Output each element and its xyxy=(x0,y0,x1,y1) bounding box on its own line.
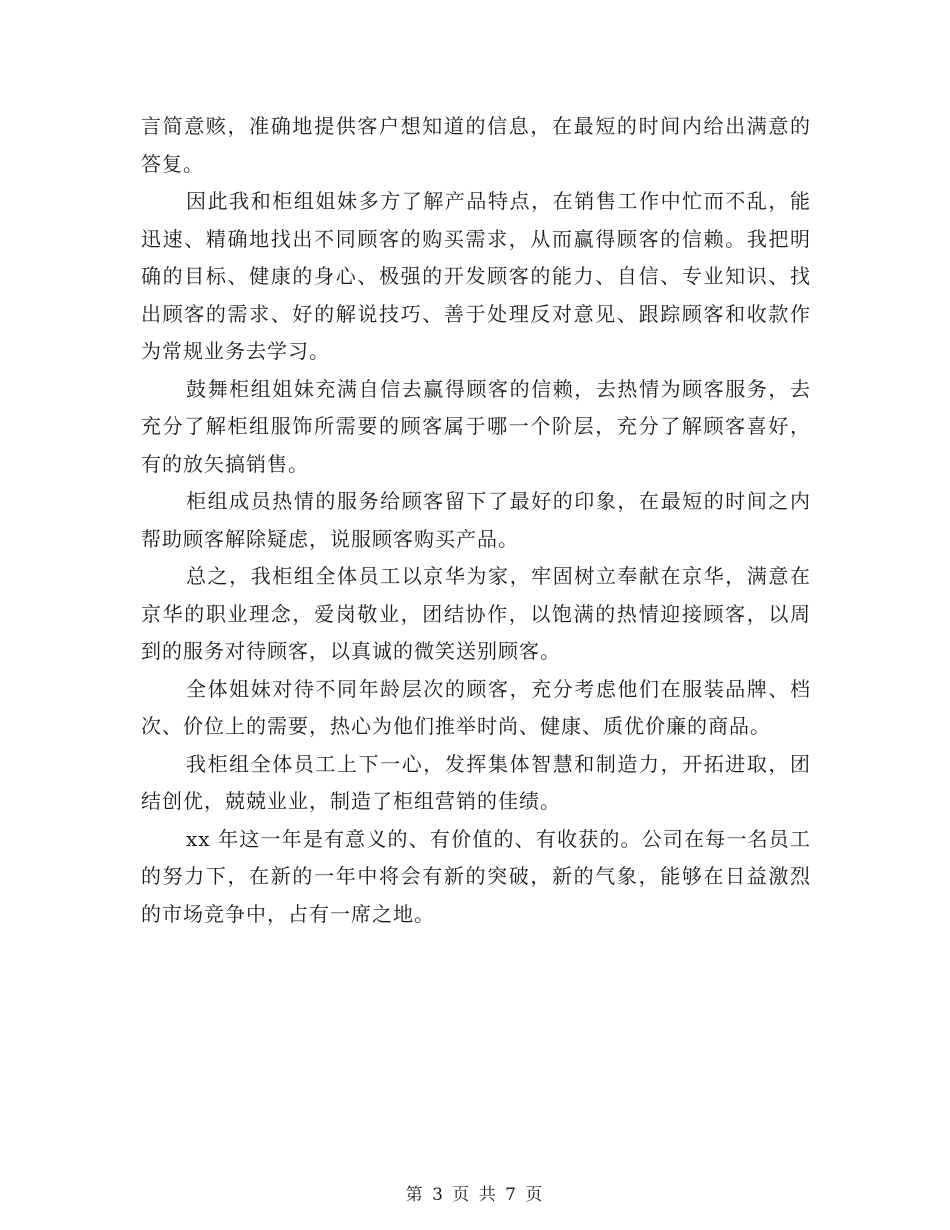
paragraph-8: xx 年这一年是有意义的、有价值的、有收获的。公司在每一名员工的努力下，在新的一年中将会有新的突破，新的气象，能够在日益激烈的市场竞争中，占有一席之地。 xyxy=(141,826,811,926)
paragraph-6: 全体姐妹对待不同年龄层次的顾客，充分考虑他们在服装品牌、档次、价位上的需要，热心为他们推举时尚、健康、质优价廉的商品。 xyxy=(141,676,811,738)
paragraph-5: 总之，我柜组全体员工以京华为家，牢固树立奉献在京华，满意在京华的职业理念，爱岗敬业，团结协作，以饱满的热情迎接顾客，以周到的服务对待顾客，以真诚的微笑送别顾客。 xyxy=(141,564,811,663)
page-footer xyxy=(0,1180,950,1205)
paragraph-4: 柜组成员热情的服务给顾客留下了最好的印象，在最短的时间之内帮助顾客解除疑虑，说服顾客购买产品。 xyxy=(141,489,811,551)
paragraph-2: 因此我和柜组姐妹多方了解产品特点，在销售工作中忙而不乱，能迅速、精确地找出不同顾客的购买需求，从而赢得顾客的信赖。我把明确的目标、健康的身心、极强的开发顾客的能力、自信、专业知识、找出顾客的需求、好的解说技巧、善于处理反对意见、跟踪顾客和收款作为常规业务去学习。 xyxy=(141,189,811,363)
document-body xyxy=(141,108,811,933)
paragraph-7: 我柜组全体员工上下一心，发挥集体智慧和制造力，开拓进取，团结创优，兢兢业业，制造了柜组营销的佳绩。 xyxy=(141,751,811,813)
page-number-label: 第 3 页 共 7 页 xyxy=(405,1185,545,1205)
paragraph-3: 鼓舞柜组姐妹充满自信去赢得顾客的信赖，去热情为顾客服务，去充分了解柜组服饰所需要的顾客属于哪一个阶层，充分了解顾客喜好，有的放矢搞销售。 xyxy=(141,376,811,476)
paragraph-1: 言简意赅，准确地提供客户想知道的信息，在最短的时间内给出满意的答复。 xyxy=(141,114,811,176)
